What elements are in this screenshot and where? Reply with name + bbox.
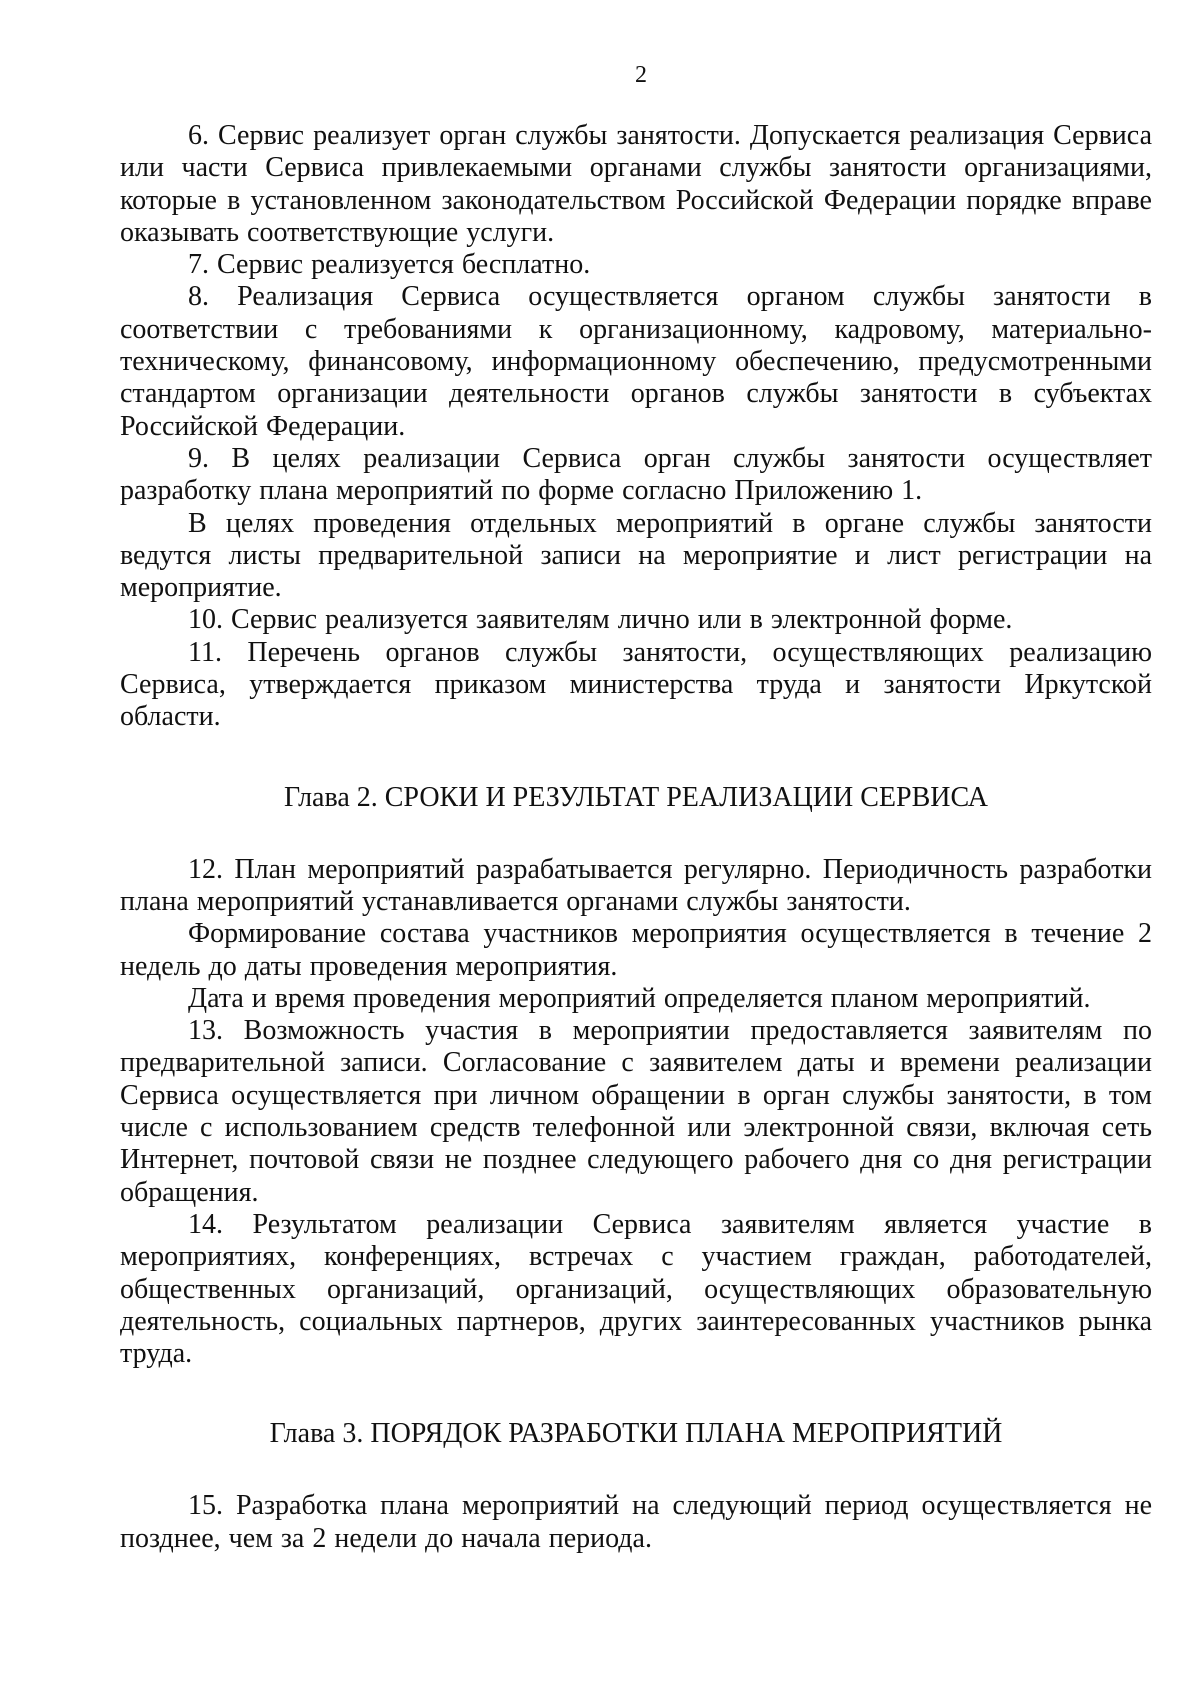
chapter-3-title: Глава 3. ПОРЯДОК РАЗРАБОТКИ ПЛАНА МЕРОПРИЯТИЙ [269, 1418, 1003, 1450]
document-page [120, 60, 1152, 1555]
paragraph-9-continued: В целях проведения отдельных мероприятий в органе службы занятости ведутся листы предварительной записи на мероприятие и лист регистрации на мероприятие. [120, 507, 1152, 604]
paragraph-11: 11. Перечень органов службы занятости, осуществляющих реализацию Сервиса, утверждается приказом министерства труда и занятости Иркутской области. [120, 636, 1152, 733]
paragraph-8: 8. Реализация Сервиса осуществляется органом службы занятости в соответствии с требованиями к организационному, кадровому, материально-техническому, финансовому, информационному обеспечению, предусмотренными стандартом организации деятельности органов службы занятости в субъектах Российской Федерации. [120, 281, 1152, 442]
paragraph-12-date: Дата и время проведения мероприятий определяется планом мероприятий. [188, 982, 1091, 1014]
paragraph-12: 12. План мероприятий разрабатывается регулярно. Периодичность разработки плана мероприятий устанавливается органами службы занятости. [120, 853, 1152, 917]
paragraph-7: 7. Сервис реализуется бесплатно. [188, 249, 591, 281]
paragraph-9: 9. В целях реализации Сервиса орган службы занятости осуществляет разработку плана мероприятий по форме согласно Приложению 1. [120, 442, 1152, 507]
chapter-2-title: Глава 2. СРОКИ И РЕЗУЛЬТАТ РЕАЛИЗАЦИИ СЕРВИСА [283, 781, 988, 813]
paragraph-13: 13. Возможность участия в мероприятии предоставляется заявителям по предварительной записи. Согласование с заявителем даты и времени реализации Сервиса осуществляется при личном обращении в орган службы занятости, в том числе с использованием средств телефонной или электронной связи, включая сеть Интернет, почтовой связи не позднее следующего рабочего дня со дня регистрации обращения. [120, 1015, 1152, 1208]
page-number: 2 [635, 62, 647, 88]
paragraph-14: 14. Результатом реализации Сервиса заявителям является участие в мероприятиях, конференциях, встречах с участием граждан, работодателей, общественных организаций, организаций, осуществляющих образовательную деятельность, социальных партнеров, других заинтересованных участников рынка труда. [120, 1208, 1152, 1370]
paragraph-10: 10. Сервис реализуется заявителям лично или в электронной форме. [188, 604, 1013, 636]
paragraph-15: 15. Разработка плана мероприятий на следующий период осуществляется не позднее, чем за 2 недели до начала периода. [120, 1490, 1152, 1554]
paragraph-12-participants: Формирование состава участников мероприятия осуществляется в течение 2 недель до даты проведения мероприятия. [120, 918, 1152, 982]
paragraph-6: 6. Сервис реализует орган службы занятости. Допускается реализация Сервиса или части Сервиса привлекаемыми органами службы занятости организациями, которые в установленном законодательством Российской Федерации порядке вправе оказывать соответствующие услуги. [120, 120, 1152, 248]
